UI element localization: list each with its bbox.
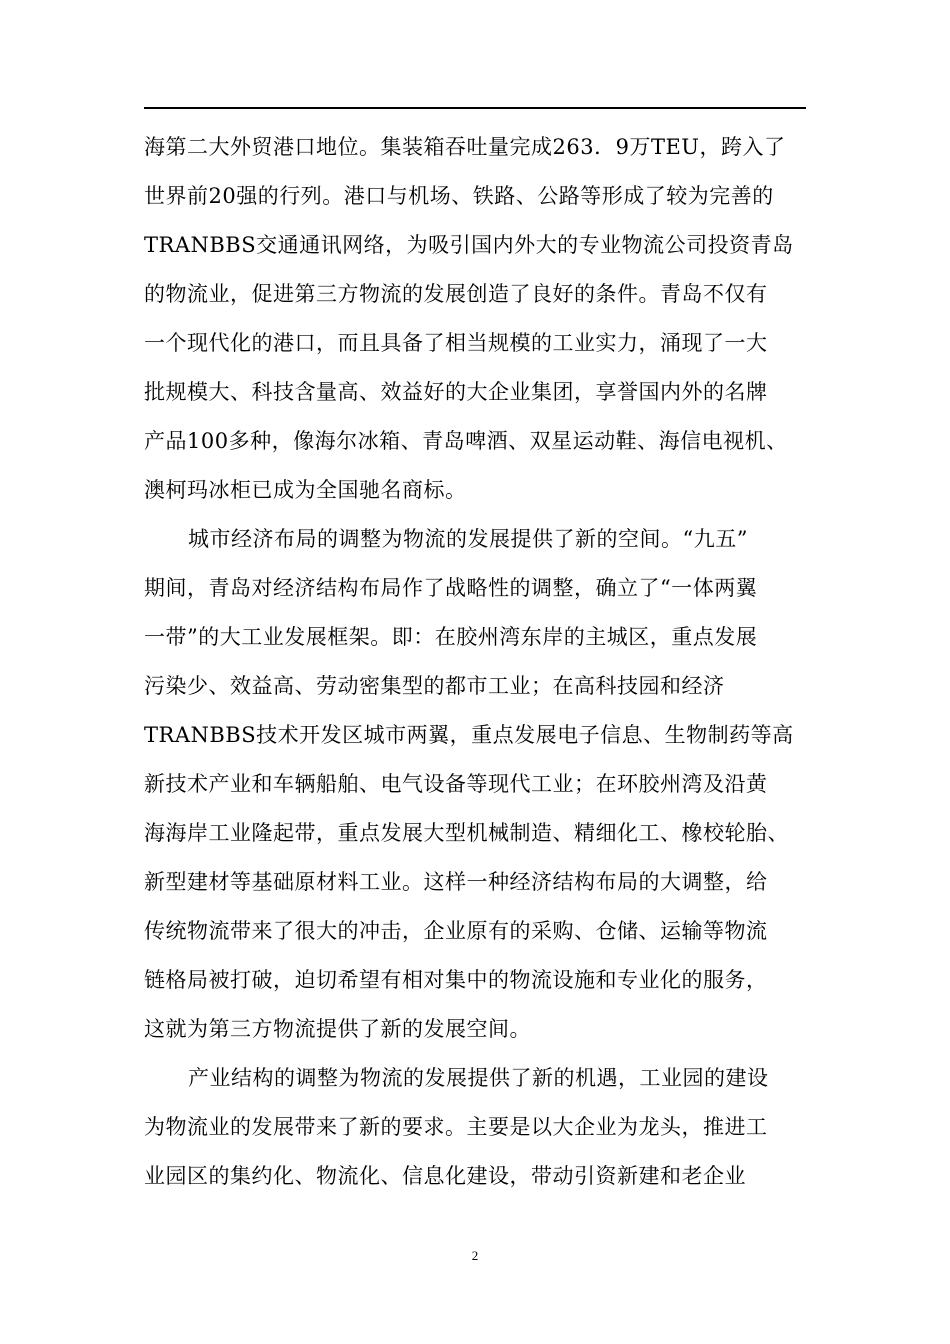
text-line: 业园区的集约化、物流化、信息化建设，带动引资新建和老企业 (144, 1164, 746, 1188)
text-line: 污染少、效益高、劳动密集型的都市工业；在高科技园和经济 (144, 674, 725, 698)
text-line: 这就为第三方物流提供了新的发展空间。 (144, 1017, 531, 1041)
text-line: 期间，青岛对经济结构布局作了战略性的调整，确立了“一体两翼 (144, 576, 758, 600)
text-line: 链格局被打破，迫切希望有相对集中的物流设施和专业化的服务， (144, 968, 768, 992)
header-rule (144, 107, 806, 109)
page-number: 2 (471, 1248, 479, 1263)
text-line: 世界前20强的行列。港口与机场、铁路、公路等形成了较为完善的 (144, 184, 774, 208)
text-line: 一带”的大工业发展框架。即：在胶州湾东岸的主城区，重点发展 (144, 625, 758, 649)
text-line: 海第二大外贸港口地位。集装箱吞吐量完成263．9万TEU，跨入了 (144, 135, 786, 159)
text-line: 新型建材等基础原材料工业。这样一种经济结构布局的大调整，给 (144, 870, 768, 894)
text-line: TRANBBS交通通讯网络，为吸引国内外大的专业物流公司投资青岛 (144, 233, 794, 257)
text-line: 新技术产业和车辆船舶、电气设备等现代工业；在环胶州湾及沿黄 (144, 772, 768, 796)
paragraph-start-line: 城市经济布局的调整为物流的发展提供了新的空间。“九五” (188, 527, 748, 551)
text-line: 批规模大、科技含量高、效益好的大企业集团，享誉国内外的名牌 (144, 380, 768, 404)
paragraph-start-line: 产业结构的调整为物流的发展提供了新的机遇，工业园的建设 (188, 1066, 769, 1090)
text-line: 海海岸工业隆起带，重点发展大型机械制造、精细化工、橡校轮胎、 (144, 821, 789, 845)
text-line: 传统物流带来了很大的冲击，企业原有的采购、仓储、运输等物流 (144, 919, 768, 943)
text-line: TRANBBS技术开发区城市两翼，重点发展电子信息、生物制药等高 (144, 723, 794, 747)
text-line: 澳柯玛冰柜已成为全国驰名商标。 (144, 478, 467, 502)
text-line: 一个现代化的港口，而且具备了相当规模的工业实力，涌现了一大 (144, 331, 768, 355)
text-line: 为物流业的发展带来了新的要求。主要是以大企业为龙头，推进工 (144, 1115, 768, 1139)
body-text (144, 123, 806, 1201)
text-line: 产品100多种，像海尔冰箱、青岛啤酒、双星运动鞋、海信电视机、 (144, 429, 788, 453)
text-line: 的物流业，促进第三方物流的发展创造了良好的条件。青岛不仅有 (144, 282, 768, 306)
